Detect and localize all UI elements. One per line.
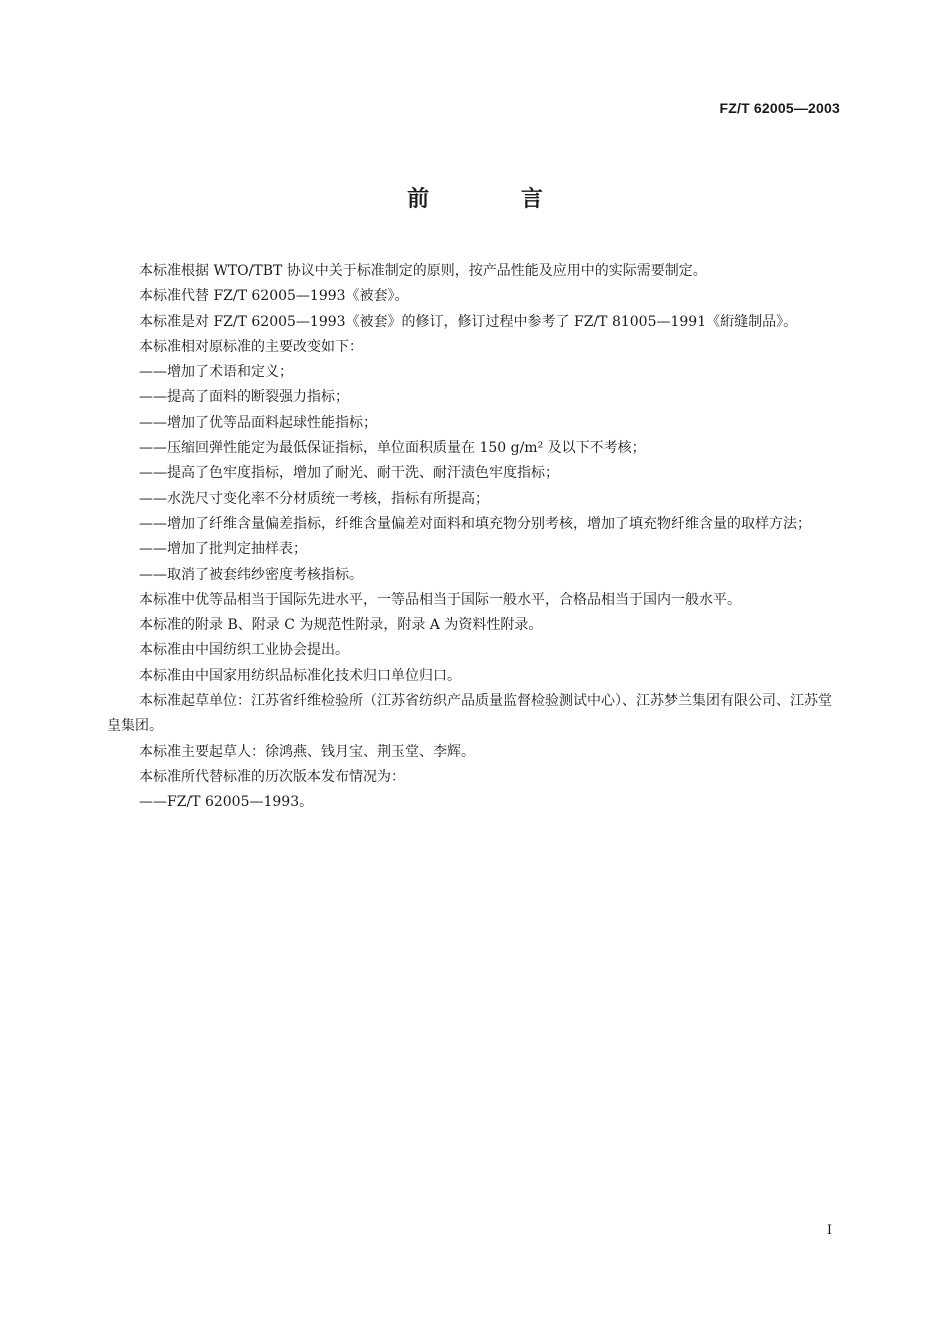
change-item: ——提高了色牢度指标，增加了耐光、耐干洗、耐汗渍色牢度指标； xyxy=(139,465,559,482)
page-number: I xyxy=(826,1223,832,1238)
paragraph: 本标准中优等品相当于国际先进水平，一等品相当于国际一般水平，合格品相当于国内一般水平。 xyxy=(139,591,741,608)
change-item: ——水洗尺寸变化率不分材质统一考核，指标有所提高； xyxy=(139,490,489,507)
paragraph: 本标准由中国家用纺织品标准化技术归口单位归口。 xyxy=(139,667,461,684)
paragraph: 本标准根据 WTO/TBT 协议中关于标准制定的原则，按产品性能及应用中的实际需要制定。 xyxy=(139,263,707,279)
change-item: ——取消了被套纬纱密度考核指标。 xyxy=(139,566,363,583)
paragraph: 本标准代替 FZ/T 62005—1993《被套》。 xyxy=(139,288,409,305)
change-item: ——增加了优等品面料起球性能指标； xyxy=(139,414,377,431)
paragraph: 本标准相对原标准的主要改变如下： xyxy=(139,338,363,355)
change-item: ——压缩回弹性能定为最低保证指标，单位面积质量在 150 g/m² 及以下不考核； xyxy=(139,440,646,457)
change-item: ——增加了批判定抽样表； xyxy=(139,541,307,558)
change-item: ——提高了面料的断裂强力指标； xyxy=(139,389,349,406)
page-title: 前 言 xyxy=(407,187,585,212)
paragraph: 本标准是对 FZ/T 62005—1993《被套》的修订，修订过程中参考了 FZ/T 81005—1991《絎缝制品》。 xyxy=(139,313,798,330)
change-item: ——增加了纤维含量偏差指标，纤维含量偏差对面料和填充物分别考核，增加了填充物纤维含量的取样方法； xyxy=(139,515,811,532)
paragraph: 本标准起草单位：江苏省纤维检验所（江苏省纺织产品质量监督检验测试中心）、江苏梦兰集团有限公司、江苏堂皇集团。 xyxy=(107,693,832,735)
paragraph: 本标准的附录 B、附录 C 为规范性附录，附录 A 为资料性附录。 xyxy=(139,617,543,634)
body-text xyxy=(107,259,843,816)
change-item: ——增加了术语和定义； xyxy=(139,364,293,381)
paragraph: ——FZ/T 62005—1993。 xyxy=(139,794,314,811)
paragraph: 本标准由中国纺织工业协会提出。 xyxy=(139,642,349,659)
paragraph: 本标准主要起草人：徐鸿燕、钱月宝、荆玉堂、李辉。 xyxy=(139,743,475,760)
document-code: FZ/T 62005—2003 xyxy=(719,100,840,116)
paragraph: 本标准所代替标准的历次版本发布情况为： xyxy=(139,768,405,785)
